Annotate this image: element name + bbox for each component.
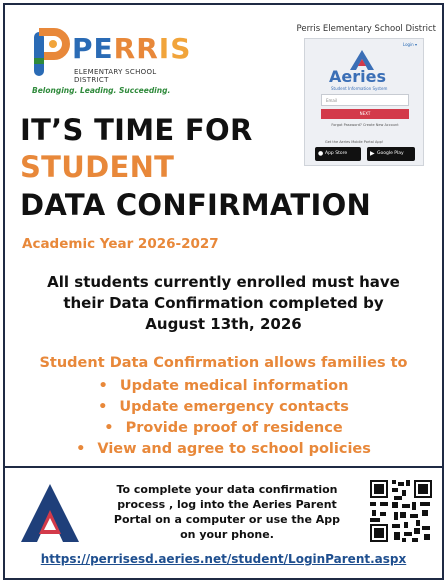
preview-login-link: Login ▾	[402, 42, 417, 47]
list-item: • Provide proof of residence	[0, 418, 447, 439]
headline-line-3: DATA CONFIRMATION	[20, 188, 372, 222]
list-item: • Update medical information	[0, 376, 447, 397]
instructions-line-3: Portal on a computer or use the App	[113, 513, 341, 526]
aeries-logo-icon	[17, 480, 83, 546]
notice-line-3: August 13th, 2026	[145, 315, 302, 333]
preview-title: Perris Elementary School District	[296, 24, 436, 34]
bullet-icon: •	[98, 399, 108, 415]
parent-portal-link[interactable]: https://perrisesd.aeries.net/student/LoginParent.aspx	[40, 552, 407, 566]
notice-line-2: their Data Confirmation completed by	[63, 294, 384, 312]
headline-line-1: IT’S TIME FOR	[20, 113, 253, 147]
logo-wordmark: PERRIS	[72, 32, 192, 65]
qr-code-icon[interactable]	[368, 478, 434, 544]
allows-intro: Student Data Confirmation allows families to	[39, 355, 408, 371]
preview-email-field: Email	[321, 94, 409, 106]
logo-tagline: Belonging. Leading. Succeeding.	[32, 86, 171, 95]
google-play-badge	[367, 147, 415, 161]
benefits-list	[0, 376, 447, 460]
instructions-line-1: To complete your data confirmation	[116, 483, 338, 496]
preview-brand-sub: Student Information System	[331, 86, 388, 91]
district-logo	[30, 28, 190, 98]
google-play-label: Google Play	[377, 151, 404, 156]
enrollment-notice	[0, 272, 447, 335]
instructions-line-4: on your phone.	[180, 528, 274, 541]
app-store-label: App Store	[325, 151, 348, 156]
app-store-badge	[315, 147, 361, 161]
list-item: • View and agree to school policies	[0, 439, 447, 460]
play-icon: ▶	[370, 150, 375, 157]
academic-year: Academic Year 2026-2027	[22, 236, 219, 252]
notice-line-1: All students currently enrolled must have	[47, 273, 400, 291]
aeries-portal-preview	[272, 24, 436, 174]
section-divider	[5, 466, 442, 468]
instructions-line-2: process , log into the Aeries Parent	[117, 498, 337, 511]
preview-app-label: Get the Aeries Mobile Portal App!	[325, 140, 384, 144]
bullet-icon: •	[104, 420, 114, 436]
preview-login-card	[304, 38, 424, 166]
portal-instructions	[92, 482, 362, 542]
perris-p-logo-icon	[30, 28, 70, 80]
preview-brand: Aeries	[329, 67, 386, 86]
bullet-icon: •	[76, 441, 86, 457]
bullet-icon: •	[98, 378, 108, 394]
preview-links: Forgot Password? Create New Account	[331, 123, 399, 127]
list-item: • Update emergency contacts	[0, 397, 447, 418]
headline-line-2: STUDENT	[20, 150, 175, 184]
logo-subtitle: ELEMENTARY SCHOOL DISTRICT	[74, 68, 157, 84]
preview-next-button: NEXT	[321, 109, 409, 119]
apple-icon: ●	[318, 150, 324, 157]
